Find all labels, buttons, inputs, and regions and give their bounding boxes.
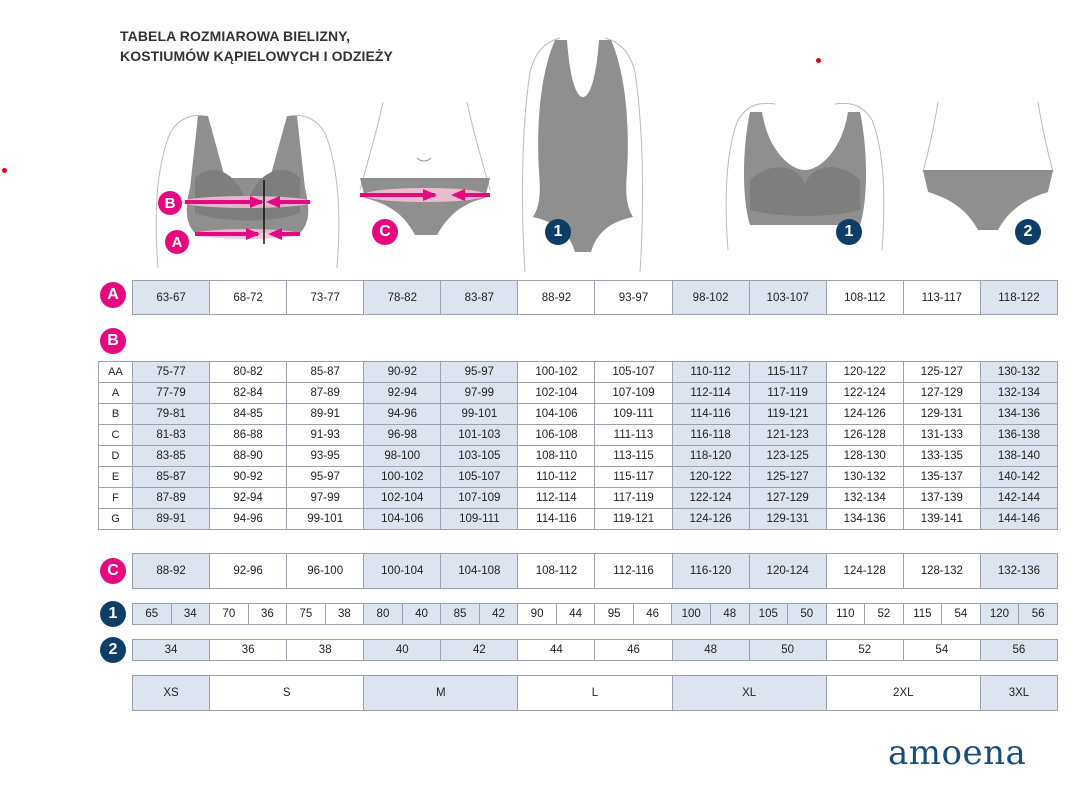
table-cell: 128-130 — [826, 446, 903, 467]
table-cell: 90-92 — [210, 467, 287, 488]
table-size-1 — [132, 603, 1058, 625]
table-cell: 44 — [518, 640, 595, 661]
table-cell: B — [99, 404, 133, 425]
table-cell: 113-117 — [903, 281, 980, 315]
table-cell: 83-87 — [441, 281, 518, 315]
table-row — [99, 362, 1058, 383]
table-cell: 107-109 — [441, 488, 518, 509]
table-cell: 124-128 — [826, 554, 903, 589]
table-cell: 136-138 — [980, 425, 1057, 446]
table-cell: 118-120 — [672, 446, 749, 467]
table-size-2 — [132, 639, 1058, 661]
table-cell: 79-81 — [133, 404, 210, 425]
table-cell: 46 — [595, 640, 672, 661]
table-cell: 123-125 — [749, 446, 826, 467]
table-cell: 120-122 — [826, 362, 903, 383]
table-cell: 122-124 — [826, 383, 903, 404]
table-cell: 97-99 — [441, 383, 518, 404]
table-cell: 87-89 — [133, 488, 210, 509]
row-marker-a: A — [100, 282, 126, 308]
table-cell: 134-136 — [980, 404, 1057, 425]
table-cell: 3XL — [980, 676, 1057, 711]
table-row — [133, 604, 1058, 625]
table-cell: 138-140 — [980, 446, 1057, 467]
table-cell: 38 — [325, 604, 364, 625]
table-cell: 38 — [287, 640, 364, 661]
table-cell: 132-134 — [980, 383, 1057, 404]
table-cell: 110-112 — [518, 467, 595, 488]
table-cell: 97-99 — [287, 488, 364, 509]
table-cell: 110-112 — [672, 362, 749, 383]
table-cell: 90 — [518, 604, 557, 625]
table-cell: 115-117 — [595, 467, 672, 488]
title-line-1: TABELA ROZMIAROWA BIELIZNY, — [120, 28, 351, 44]
table-cell: 125-127 — [749, 467, 826, 488]
table-cell: 100-104 — [364, 554, 441, 589]
title-line-2: KOSTIUMÓW KĄPIELOWYCH I ODZIEŻY — [120, 48, 393, 64]
table-bust-b — [98, 361, 1058, 530]
table-cell: 132-136 — [980, 554, 1057, 589]
table-row — [99, 446, 1058, 467]
table-cell: AA — [99, 362, 133, 383]
table-cell: 140-142 — [980, 467, 1057, 488]
table-cell: 95-97 — [287, 467, 364, 488]
table-cell: L — [518, 676, 672, 711]
table-cell: XL — [672, 676, 826, 711]
table-cell: 92-94 — [364, 383, 441, 404]
table-cell: 52 — [865, 604, 904, 625]
table-row — [133, 281, 1058, 315]
table-cell: D — [99, 446, 133, 467]
table-cell: 144-146 — [980, 509, 1057, 530]
table-cell: 75-77 — [133, 362, 210, 383]
marker-1-bratop: 1 — [836, 219, 862, 245]
table-cell: 100-102 — [518, 362, 595, 383]
table-cell: 73-77 — [287, 281, 364, 315]
marker-2-figure: 2 — [1015, 219, 1041, 245]
table-cell: 103-105 — [441, 446, 518, 467]
marker-a-figure: A — [165, 230, 189, 254]
table-cell: 115 — [903, 604, 942, 625]
table-cell: 46 — [633, 604, 672, 625]
row-marker-b: B — [100, 328, 126, 354]
table-cell: 132-134 — [826, 488, 903, 509]
table-cell: 100 — [672, 604, 711, 625]
table-cell: 98-100 — [364, 446, 441, 467]
table-cell: 89-91 — [287, 404, 364, 425]
table-cell: 134-136 — [826, 509, 903, 530]
table-cell: 50 — [749, 640, 826, 661]
table-cell: 113-115 — [595, 446, 672, 467]
table-cell: 42 — [441, 640, 518, 661]
table-row — [99, 404, 1058, 425]
table-cell: 50 — [788, 604, 827, 625]
table-cell: 40 — [364, 640, 441, 661]
table-cell: 112-114 — [672, 383, 749, 404]
table-underbust-a — [132, 280, 1058, 315]
table-cell: 105-107 — [441, 467, 518, 488]
table-cell: 104-106 — [518, 404, 595, 425]
table-cell: 80-82 — [210, 362, 287, 383]
table-cell: 133-135 — [903, 446, 980, 467]
table-cell: 127-129 — [749, 488, 826, 509]
table-cell: 101-103 — [441, 425, 518, 446]
table-cell: 96-98 — [364, 425, 441, 446]
table-cell: 108-110 — [518, 446, 595, 467]
table-cell: 130-132 — [980, 362, 1057, 383]
table-cell: 93-97 — [595, 281, 672, 315]
left-margin — [0, 0, 84, 787]
table-hip-c — [132, 553, 1058, 589]
table-cell: 103-107 — [749, 281, 826, 315]
table-cell: 56 — [1019, 604, 1058, 625]
table-cell: C — [99, 425, 133, 446]
table-cell: 130-132 — [826, 467, 903, 488]
table-cell: 116-118 — [672, 425, 749, 446]
table-cell: 93-95 — [287, 446, 364, 467]
table-cell: 40 — [402, 604, 441, 625]
red-dot-left — [2, 168, 7, 173]
table-cell: 107-109 — [595, 383, 672, 404]
table-cell: 2XL — [826, 676, 980, 711]
table-row — [133, 640, 1058, 661]
table-cell: 102-104 — [518, 383, 595, 404]
row-marker-2: 2 — [100, 637, 126, 663]
table-cell: 54 — [942, 604, 981, 625]
table-cell: 85 — [441, 604, 480, 625]
table-cell: 90-92 — [364, 362, 441, 383]
table-cell: 127-129 — [903, 383, 980, 404]
table-cell: 112-116 — [595, 554, 672, 589]
table-cell: 100-102 — [364, 467, 441, 488]
table-cell: 84-85 — [210, 404, 287, 425]
table-cell: 85-87 — [287, 362, 364, 383]
table-cell: 95 — [595, 604, 634, 625]
red-dot-top — [816, 58, 821, 63]
table-cell: 120-122 — [672, 467, 749, 488]
table-cell: G — [99, 509, 133, 530]
table-cell: 102-104 — [364, 488, 441, 509]
table-cell: 88-92 — [133, 554, 210, 589]
table-cell: 108-112 — [518, 554, 595, 589]
table-row — [99, 383, 1058, 404]
table-cell: E — [99, 467, 133, 488]
table-cell: 99-101 — [287, 509, 364, 530]
table-cell: 87-89 — [287, 383, 364, 404]
table-row — [133, 554, 1058, 589]
table-cell: 65 — [133, 604, 172, 625]
table-cell: 56 — [980, 640, 1057, 661]
table-cell: 129-131 — [749, 509, 826, 530]
table-cell: 42 — [479, 604, 518, 625]
table-cell: 111-113 — [595, 425, 672, 446]
table-cell: 44 — [556, 604, 595, 625]
table-cell: 83-85 — [133, 446, 210, 467]
table-cell: 122-124 — [672, 488, 749, 509]
table-cell: S — [210, 676, 364, 711]
table-row — [99, 467, 1058, 488]
table-cell: A — [99, 383, 133, 404]
table-cell: 86-88 — [210, 425, 287, 446]
swimsuit-figure — [515, 32, 650, 272]
table-cell: 68-72 — [210, 281, 287, 315]
table-cell: 125-127 — [903, 362, 980, 383]
table-cell: 85-87 — [133, 467, 210, 488]
amoena-logo: amoena — [888, 733, 1027, 773]
table-cell: 121-123 — [749, 425, 826, 446]
marker-b-figure: B — [158, 191, 182, 215]
table-cell: 75 — [287, 604, 326, 625]
table-cell: 36 — [248, 604, 287, 625]
table-cell: 119-121 — [749, 404, 826, 425]
table-cell: 82-84 — [210, 383, 287, 404]
table-cell: 105 — [749, 604, 788, 625]
table-cell: 98-102 — [672, 281, 749, 315]
table-cell: 112-114 — [518, 488, 595, 509]
table-cell: 52 — [826, 640, 903, 661]
table-row — [133, 676, 1058, 711]
table-cell: 99-101 — [441, 404, 518, 425]
table-cell: 70 — [210, 604, 249, 625]
table-cell: 114-116 — [518, 509, 595, 530]
table-cell: 92-96 — [210, 554, 287, 589]
table-cell: 78-82 — [364, 281, 441, 315]
table-cell: 104-108 — [441, 554, 518, 589]
table-cell: 34 — [133, 640, 210, 661]
table-cell: 89-91 — [133, 509, 210, 530]
table-cell: M — [364, 676, 518, 711]
table-row — [99, 488, 1058, 509]
table-cell: 116-120 — [672, 554, 749, 589]
page-title — [120, 26, 393, 66]
table-cell: 124-126 — [672, 509, 749, 530]
table-cell: 106-108 — [518, 425, 595, 446]
table-cell: 117-119 — [595, 488, 672, 509]
table-cell: 108-112 — [826, 281, 903, 315]
table-cell: 95-97 — [441, 362, 518, 383]
table-cell: 80 — [364, 604, 403, 625]
table-cell: 104-106 — [364, 509, 441, 530]
table-cell: 91-93 — [287, 425, 364, 446]
table-cell: 139-141 — [903, 509, 980, 530]
row-marker-1: 1 — [100, 601, 126, 627]
table-cell: 128-132 — [903, 554, 980, 589]
table-cell: 118-122 — [980, 281, 1057, 315]
table-cell: 105-107 — [595, 362, 672, 383]
table-cell: 120 — [980, 604, 1019, 625]
table-cell: 48 — [710, 604, 749, 625]
table-cell: 88-90 — [210, 446, 287, 467]
table-cell: F — [99, 488, 133, 509]
table-cell: 137-139 — [903, 488, 980, 509]
table-cell: 126-128 — [826, 425, 903, 446]
table-cell: 94-96 — [210, 509, 287, 530]
table-cell: 36 — [210, 640, 287, 661]
marker-1-swimsuit: 1 — [545, 219, 571, 245]
table-cell: 96-100 — [287, 554, 364, 589]
table-cell: 92-94 — [210, 488, 287, 509]
table-cell: 114-116 — [672, 404, 749, 425]
row-marker-c: C — [100, 558, 126, 584]
table-cell: 129-131 — [903, 404, 980, 425]
table-cell: 120-124 — [749, 554, 826, 589]
table-cell: 81-83 — [133, 425, 210, 446]
table-cell: XS — [133, 676, 210, 711]
table-cell: 135-137 — [903, 467, 980, 488]
table-cell: 109-111 — [441, 509, 518, 530]
table-cell: 117-119 — [749, 383, 826, 404]
table-cell: 88-92 — [518, 281, 595, 315]
table-letter-sizes — [132, 675, 1058, 711]
table-cell: 109-111 — [595, 404, 672, 425]
table-cell: 110 — [826, 604, 865, 625]
table-row — [99, 425, 1058, 446]
table-cell: 34 — [171, 604, 210, 625]
table-cell: 48 — [672, 640, 749, 661]
table-cell: 94-96 — [364, 404, 441, 425]
table-cell: 124-126 — [826, 404, 903, 425]
table-cell: 131-133 — [903, 425, 980, 446]
table-cell: 115-117 — [749, 362, 826, 383]
bra-top-figure — [720, 90, 890, 250]
table-cell: 63-67 — [133, 281, 210, 315]
table-cell: 119-121 — [595, 509, 672, 530]
table-row — [99, 509, 1058, 530]
table-cell: 142-144 — [980, 488, 1057, 509]
table-cell: 54 — [903, 640, 980, 661]
table-cell: 77-79 — [133, 383, 210, 404]
marker-c-figure: C — [372, 219, 398, 245]
